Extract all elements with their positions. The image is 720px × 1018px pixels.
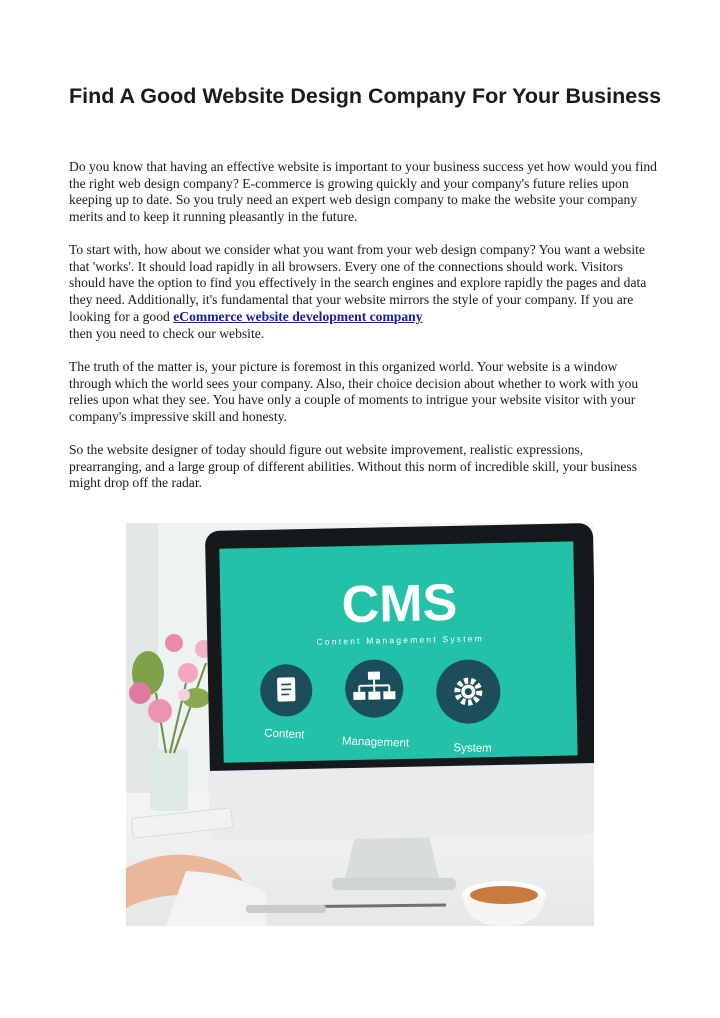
paragraph-requirements-text: To start with, how about we consider what you want from your web design company? You want a website that 'works'. It should load rapidly in all browsers. Every one of the connections should work. Visitors should have the option to find you effectively in the search engines and explore rapidly the pages and data they need. Additionally, it's fundamental that your website mirrors the style of your company. If you are looking for a good bbox=[69, 242, 647, 324]
cms-illustration bbox=[126, 523, 594, 926]
cms-label-management: Management bbox=[341, 735, 410, 750]
cms-label-content: Content bbox=[263, 727, 305, 742]
paragraph-requirements-tail: then you need to check our website. bbox=[69, 325, 265, 341]
cms-label-system: System bbox=[453, 742, 492, 755]
article-title: Find A Good Website Design Company For Your Business bbox=[69, 84, 662, 108]
paragraph-skills: So the website designer of today should figure out website improvement, realistic expressions, prearranging, and a large group of different abilities. Without this norm of incredible skill, your business might drop off the radar. bbox=[69, 442, 637, 491]
ecommerce-development-link[interactable]: eCommerce website development company bbox=[173, 308, 423, 324]
cms-heading: CMS bbox=[341, 573, 458, 635]
cms-subheading: Content Management System bbox=[316, 633, 485, 647]
paragraph-requirements bbox=[69, 242, 659, 342]
paragraph-intro: Do you know that having an effective website is important to your business success yet how would you find the right web design company? E-commerce is growing quickly and your company's future relies upon keeping up to date. So you truly need an expert web design company to make the website your company merits and to keep it running pleasantly in the future. bbox=[69, 159, 657, 225]
paragraph-image: The truth of the matter is, your picture is foremost in this organized world. Your website is a window through which the world sees your company. Also, their choice decision about whether to work with you relies upon what they see. You have only a couple of moments to intrigue your website visitor with your company's impressive skill and honesty. bbox=[69, 359, 639, 425]
